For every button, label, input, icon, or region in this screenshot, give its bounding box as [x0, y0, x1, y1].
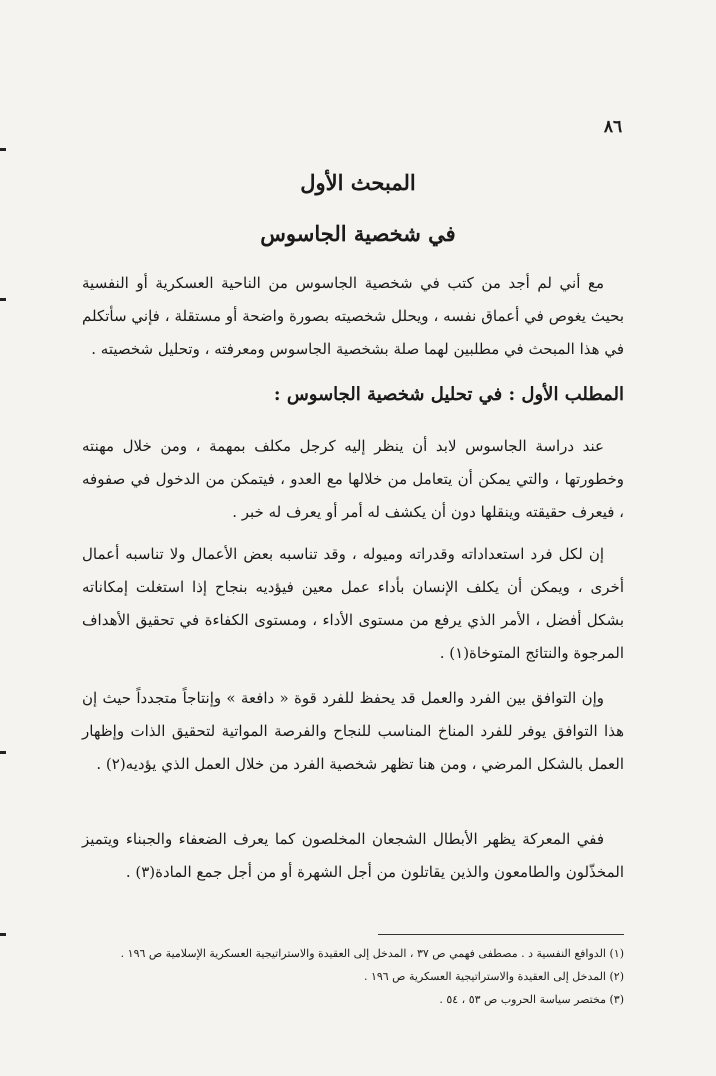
- footnote: (١) الدوافع النفسية د . مصطفى فهمي ص ٣٧ ، المدخل إلى العقيدة والاستراتيجية العسكرية الإسلامية ص ١٩٦ .: [120, 947, 624, 960]
- footnote: (٢) المدخل إلى العقيدة والاستراتيجية العسكرية ص ١٩٦ .: [363, 970, 624, 983]
- page-number: ٨٦: [603, 117, 623, 137]
- section-title: المطلب الأول : في تحليل شخصية الجاسوس :: [273, 384, 624, 405]
- body-paragraph: [82, 430, 624, 529]
- footnotes: [82, 942, 624, 1011]
- margin-mark: [0, 148, 6, 151]
- footnote: (٣) مختصر سياسة الحروب ص ٥٣ ، ٥٤ .: [439, 993, 624, 1006]
- body-paragraph: [82, 538, 624, 670]
- chapter-title: المبحث الأول: [300, 170, 416, 195]
- intro-paragraph-text: مع أني لم أجد من كتب في شخصية الجاسوس من الناحية العسكرية أو النفسية بحيث يغوص في أعماق نفسه ، ويحلل شخصيته بصورة واضحة أو مستقلة ، فإني سأتكلم في هذا المبحث في مطلبين لهما صلة بشخصية الجاسوس ومعرفته ، وتحليل شخصيته .: [82, 274, 624, 358]
- body-paragraph: [82, 823, 624, 889]
- footnote-divider: [378, 934, 624, 935]
- body-paragraph-text: ففي المعركة يظهر الأبطال الشجعان المخلصون كما يعرف الضعفاء والجبناء ويتميز المخذّلون والطامعون والذين يقاتلون من أجل الشهرة أو من أجل جمع المادة(٣) .: [82, 830, 624, 881]
- body-paragraph-text: وإن التوافق بين الفرد والعمل قد يحفظ للفرد قوة « دافعة » وإنتاجاً متجدداً حيث إن هذا التوافق يوفر للفرد المناخ المناسب للنجاح والفرصة المواتية لتحقيق الذات وإظهار العمل بالشكل المرضي ، ومن هنا تظهر شخصية الفرد من خلال العمل الذي يؤديه(٢) .: [82, 689, 624, 773]
- body-paragraph-text: إن لكل فرد استعداداته وقدراته وميوله ، وقد تناسبه بعض الأعمال ولا تناسبه أعمال أخرى ، ويمكن أن يكلف الإنسان بأداء عمل معين فيؤديه بنجاح إذا استغلت إمكاناته بشكل أفضل ، الأمر الذي يرفع من مستوى الأداء ، ومستوى الكفاءة في تحقيق الأهداف المرجوة والنتائج المتوخاة(١) .: [82, 545, 624, 662]
- margin-mark: [0, 933, 6, 936]
- chapter-subtitle: في شخصية الجاسوس: [260, 221, 456, 246]
- intro-paragraph: [82, 267, 624, 366]
- body-paragraph-text: عند دراسة الجاسوس لابد أن ينظر إليه كرجل مكلف بمهمة ، ومن خلال مهنته وخطورتها ، والتي يمكن أن يتعامل من خلالها مع العدو ، فيتمكن من الدخول في صفوفه ، فيعرف حقيقته وينقلها دون أن يكشف له أمر أو يعرف له خبر .: [82, 437, 624, 521]
- margin-mark: [0, 298, 6, 301]
- margin-mark: [0, 751, 6, 754]
- body-paragraph: [82, 682, 624, 781]
